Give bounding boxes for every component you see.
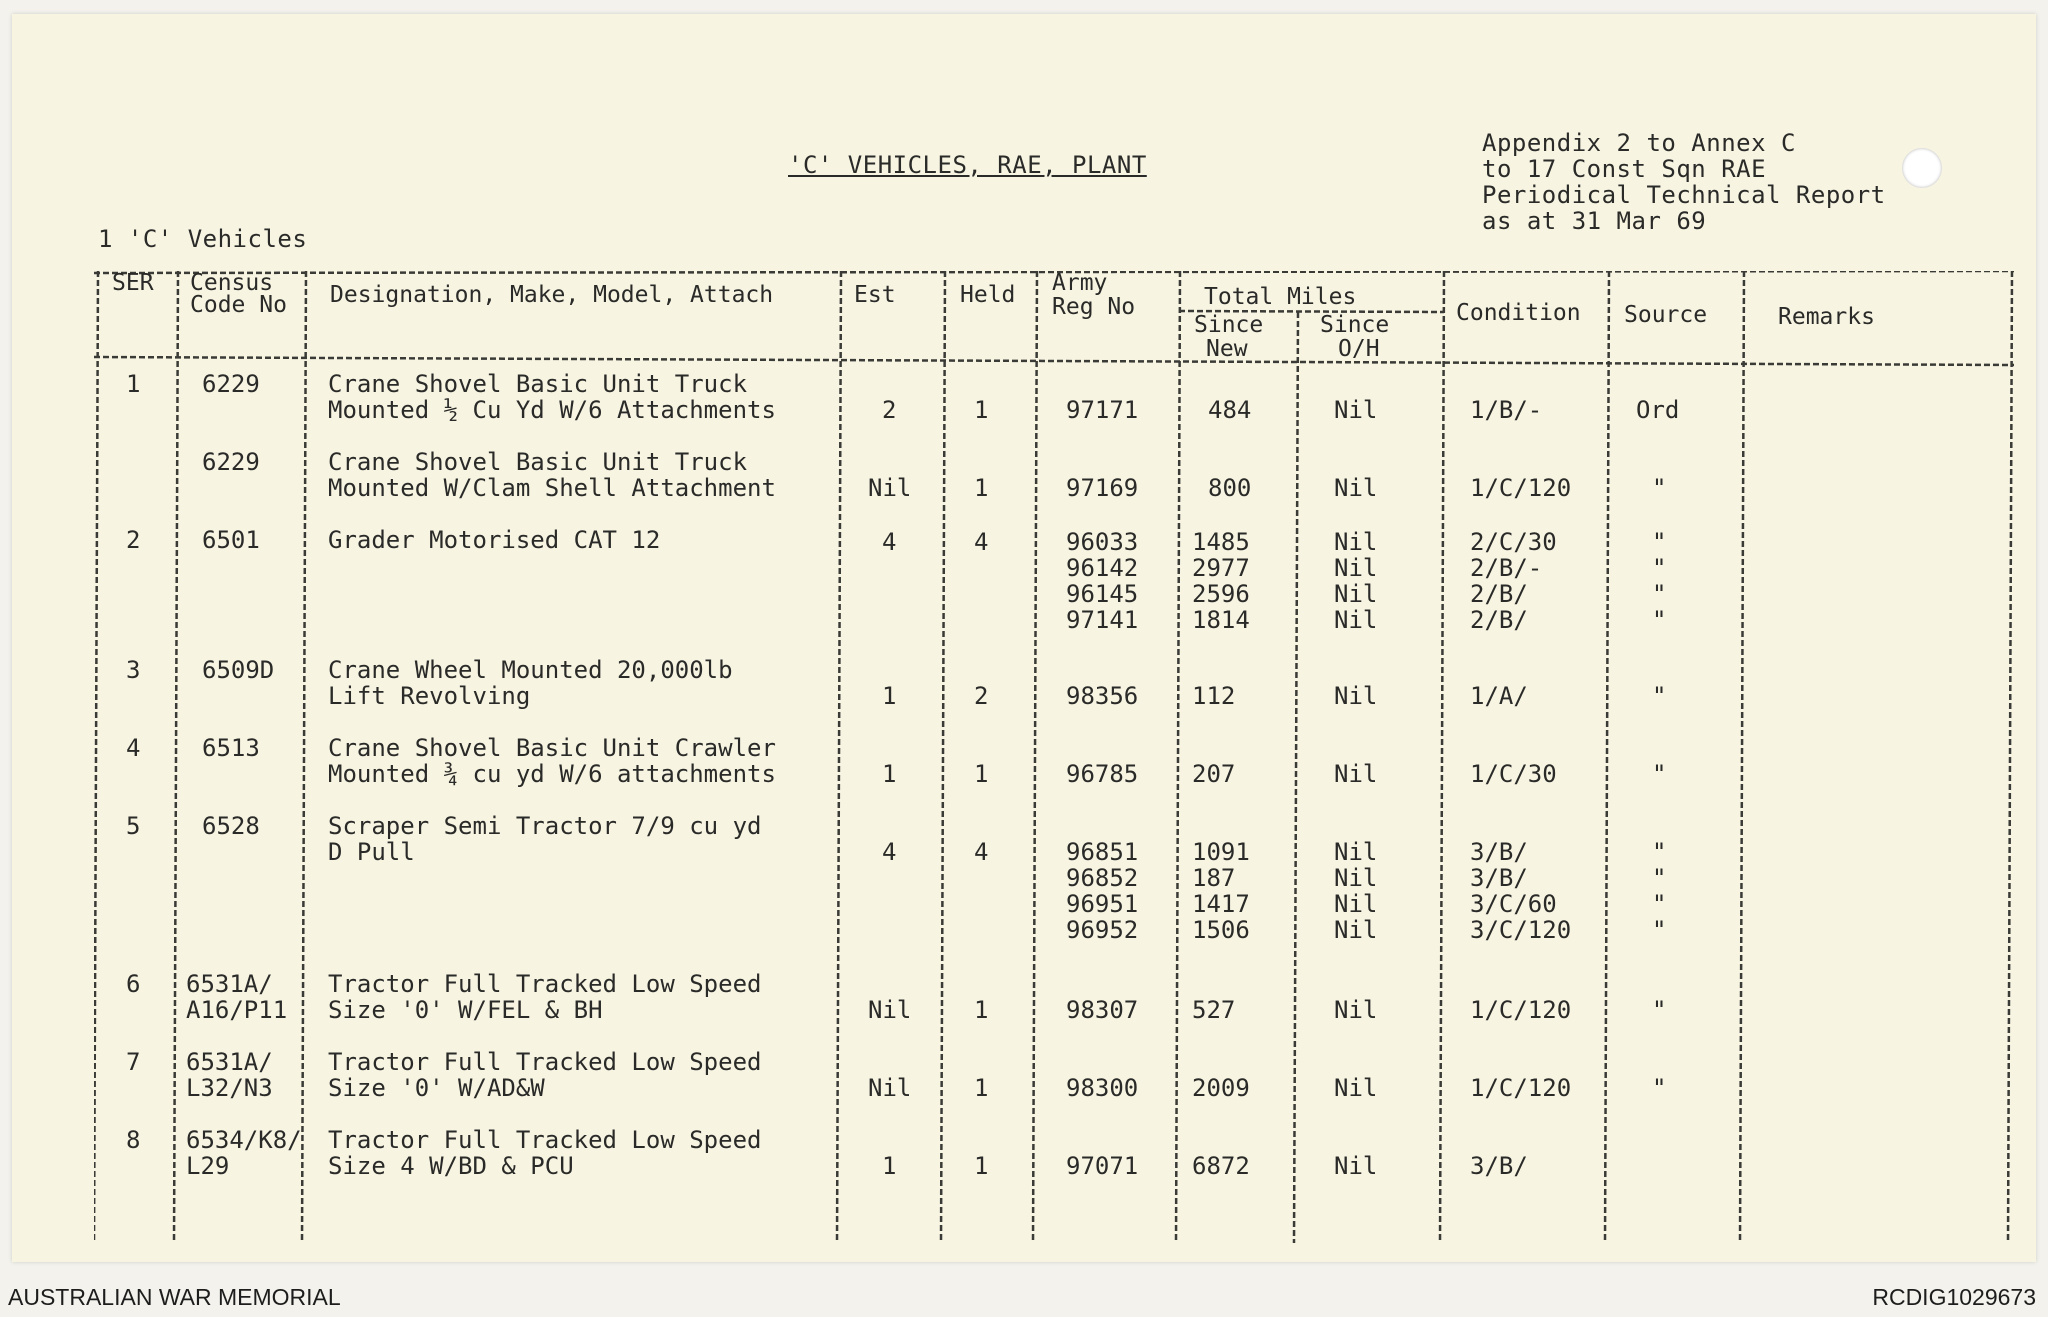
row-8-reg: 97071 [1066, 1152, 1139, 1180]
row-8-ser: 8 [126, 1126, 141, 1154]
row-3-ser: 3 [126, 656, 141, 684]
row-1b-census: 6229 [202, 448, 260, 476]
row-1-ser: 1 [126, 370, 141, 398]
header-est: Est [854, 282, 896, 308]
vehicle-table [94, 271, 2014, 1243]
row-3-est: 1 [882, 682, 897, 710]
row-4-est: 1 [882, 760, 897, 788]
row-4-census: 6513 [202, 734, 260, 762]
row-4-condition: 1/C/30 [1470, 760, 1557, 788]
row-8-held: 1 [974, 1152, 989, 1180]
row-2-since-oh: Nil Nil Nil Nil [1334, 528, 1378, 634]
row-1b-condition: 1/C/120 [1470, 474, 1572, 502]
row-8-since-oh: Nil [1334, 1152, 1378, 1180]
section-label: 1 'C' Vehicles [98, 225, 308, 253]
row-1b-since-new: 800 [1208, 474, 1252, 502]
row-4-held: 1 [974, 760, 989, 788]
punch-hole [1902, 148, 1942, 188]
row-5-held: 4 [974, 838, 989, 866]
row-3-reg: 98356 [1066, 682, 1139, 710]
header-census-line2: Code No [190, 292, 287, 318]
row-3-designation: Crane Wheel Mounted 20,000lb Lift Revolving [328, 656, 733, 710]
document-sheet [12, 14, 2036, 1262]
row-7-reg: 98300 [1066, 1074, 1139, 1102]
row-5-source: " " " " [1652, 838, 1667, 944]
row-1b-since-oh: Nil [1334, 474, 1378, 502]
row-7-held: 1 [974, 1074, 989, 1102]
row-1b-source: " [1652, 474, 1667, 502]
row-1-held: 1 [974, 396, 989, 424]
row-1-est: 2 [882, 396, 897, 424]
row-8-designation: Tractor Full Tracked Low Speed Size 4 W/BD & PCU [328, 1126, 762, 1180]
reference-line-1: Appendix 2 to Annex C [1482, 129, 1796, 157]
row-6-designation: Tractor Full Tracked Low Speed Size '0' W/FEL & BH [328, 970, 762, 1024]
header-census-line1: Census [190, 270, 274, 296]
row-7-since-new: 2009 [1192, 1074, 1250, 1102]
row-5-since-new: 1091 187 1417 1506 [1192, 838, 1250, 944]
row-5-census: 6528 [202, 812, 260, 840]
row-2-held: 4 [974, 528, 989, 556]
row-4-source: " [1652, 760, 1667, 788]
row-1-since-oh: Nil [1334, 396, 1378, 424]
row-6-est: Nil [868, 996, 912, 1024]
row-1-condition: 1/B/- [1470, 396, 1543, 424]
row-5-ser: 5 [126, 812, 141, 840]
header-designation: Designation, Make, Model, Attach [330, 282, 774, 308]
header-since-oh-line2: O/H [1338, 336, 1380, 362]
row-1-source: Ord [1636, 396, 1680, 424]
row-2-condition: 2/C/30 2/B/- 2/B/ 2/B/ [1470, 528, 1557, 634]
footer-record-id: RCDIG1029673 [1872, 1284, 2036, 1310]
row-4-ser: 4 [126, 734, 141, 762]
header-held: Held [960, 282, 1016, 308]
row-2-census: 6501 [202, 526, 260, 554]
header-since-oh-line1: Since [1320, 312, 1390, 338]
header-army-line2: Reg No [1052, 294, 1136, 320]
row-8-census: 6534/K8/ L29 [186, 1126, 302, 1180]
row-1b-held: 1 [974, 474, 989, 502]
row-6-condition: 1/C/120 [1470, 996, 1572, 1024]
header-army-line1: Army [1052, 270, 1108, 296]
row-6-census: 6531A/ A16/P11 [186, 970, 288, 1024]
row-7-census: 6531A/ L32/N3 [186, 1048, 273, 1102]
row-1-designation: Crane Shovel Basic Unit Truck Mounted ½ Cu Yd W/6 Attachments [328, 370, 776, 424]
document-title: 'C' VEHICLES, RAE, PLANT [788, 151, 1147, 179]
header-remarks: Remarks [1778, 304, 1875, 330]
row-2-designation: Grader Motorised CAT 12 [328, 526, 661, 554]
row-3-condition: 1/A/ [1470, 682, 1528, 710]
row-6-reg: 98307 [1066, 996, 1139, 1024]
header-since-new-line1: Since [1194, 312, 1264, 338]
row-8-since-new: 6872 [1192, 1152, 1250, 1180]
row-8-est: 1 [882, 1152, 897, 1180]
row-3-since-new: 112 [1192, 682, 1236, 710]
reference-line-4: as at 31 Mar 69 [1482, 207, 1707, 235]
row-2-est: 4 [882, 528, 897, 556]
header-since-new-line2: New [1206, 336, 1248, 362]
row-3-census: 6509D [202, 656, 275, 684]
row-2-ser: 2 [126, 526, 141, 554]
row-7-since-oh: Nil [1334, 1074, 1378, 1102]
row-4-reg: 96785 [1066, 760, 1139, 788]
row-6-since-oh: Nil [1334, 996, 1378, 1024]
row-1b-est: Nil [868, 474, 912, 502]
row-1-reg: 97171 [1066, 396, 1139, 424]
row-7-designation: Tractor Full Tracked Low Speed Size '0' W/AD&W [328, 1048, 762, 1102]
header-source: Source [1624, 302, 1708, 328]
row-7-source: " [1652, 1074, 1667, 1102]
row-6-since-new: 527 [1192, 996, 1236, 1024]
row-5-since-oh: Nil Nil Nil Nil [1334, 838, 1378, 944]
row-7-ser: 7 [126, 1048, 141, 1076]
row-1b-designation: Crane Shovel Basic Unit Truck Mounted W/Clam Shell Attachment [328, 448, 776, 502]
row-2-reg: 96033 96142 96145 97141 [1066, 528, 1139, 634]
row-4-since-oh: Nil [1334, 760, 1378, 788]
header-ser: SER [112, 270, 154, 296]
reference-line-2: to 17 Const Sqn RAE [1482, 155, 1767, 183]
row-6-held: 1 [974, 996, 989, 1024]
row-2-since-new: 1485 2977 2596 1814 [1192, 528, 1250, 634]
row-3-source: " [1652, 682, 1667, 710]
row-3-since-oh: Nil [1334, 682, 1378, 710]
header-condition: Condition [1456, 300, 1581, 326]
row-1b-reg: 97169 [1066, 474, 1139, 502]
row-6-source: " [1652, 996, 1667, 1024]
row-1-since-new: 484 [1208, 396, 1252, 424]
row-7-condition: 1/C/120 [1470, 1074, 1572, 1102]
row-5-designation: Scraper Semi Tractor 7/9 cu yd D Pull [328, 812, 762, 866]
row-7-est: Nil [868, 1074, 912, 1102]
row-8-condition: 3/B/ [1470, 1152, 1528, 1180]
row-5-reg: 96851 96852 96951 96952 [1066, 838, 1139, 944]
row-6-ser: 6 [126, 970, 141, 998]
row-5-est: 4 [882, 838, 897, 866]
row-4-designation: Crane Shovel Basic Unit Crawler Mounted ¾ cu yd W/6 attachments [328, 734, 776, 788]
row-2-source: " " " " [1652, 528, 1667, 634]
row-4-since-new: 207 [1192, 760, 1236, 788]
row-1-census: 6229 [202, 370, 260, 398]
row-3-held: 2 [974, 682, 989, 710]
reference-line-3: Periodical Technical Report [1482, 181, 1886, 209]
footer-archive-name: AUSTRALIAN WAR MEMORIAL [8, 1284, 341, 1310]
row-5-condition: 3/B/ 3/B/ 3/C/60 3/C/120 [1470, 838, 1572, 944]
header-total-miles: Total Miles [1204, 284, 1357, 310]
